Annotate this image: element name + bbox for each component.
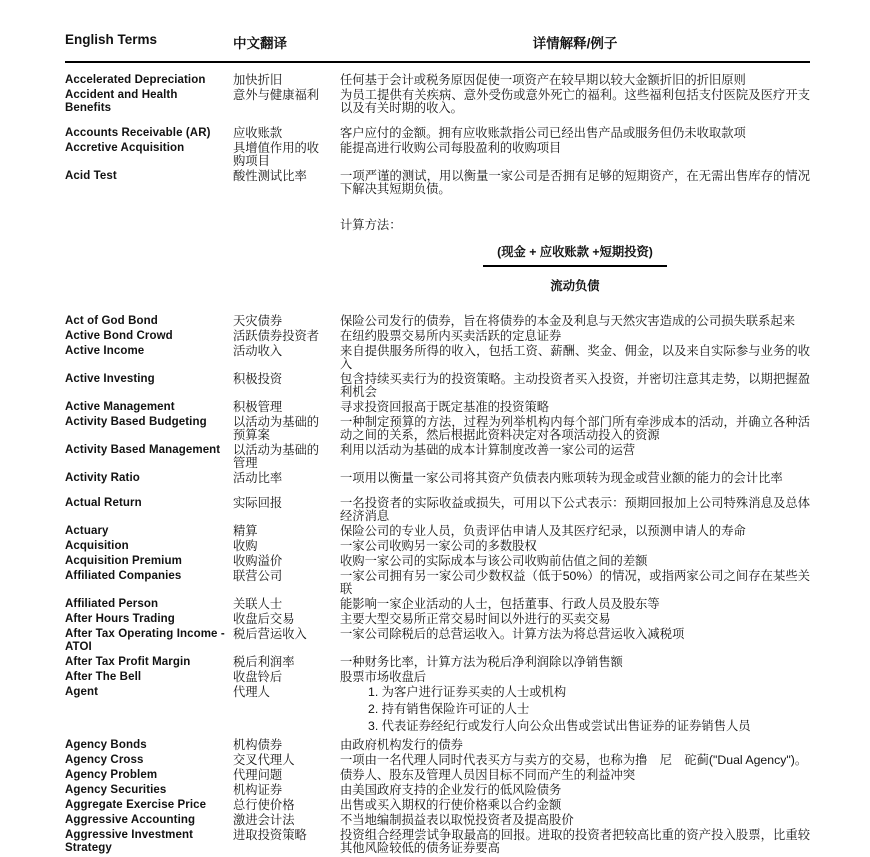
term-cell: Actual Return [65,497,142,509]
col-header-details: 详情解释/例子 [532,36,618,51]
term-cell: Accelerated Depreciation [65,74,206,86]
agent-list-item: 3. 代表证券经纪行或发行人向公众出售或尝试出售证券的证券销售人员 [368,719,751,733]
description-cell [340,170,810,303]
term-cell: Aggregate Exercise Price [65,799,207,811]
description-text: 包含持续买卖行为的投资策略。主动投资者买入投资，并密切注意其走势，以期把握盈利机会 [340,372,810,399]
term-cell: After Tax Operating Income - ATOI [65,628,225,653]
glossary-row [65,416,810,442]
description-cell [340,598,810,611]
description-text: 在纽约股票交易所内买卖活跃的定息证券 [340,329,562,343]
description-cell [340,472,810,485]
description-cell [340,814,810,827]
description-text: 一家公司除税后的总营运收入。计算方法为将总营运收入减税项 [340,627,685,641]
term-cell: Activity Ratio [65,472,140,484]
translation-cell: 交叉代理人 [233,753,295,767]
description-text: 一名投资者的实际收益或损失，可用以下公式表示：预期回报加上公司特殊消息及总体经济消息 [340,496,810,523]
glossary-row [65,570,810,596]
description-cell [340,555,810,568]
translation-cell: 加快折旧 [233,73,283,87]
term-cell: Active Income [65,345,145,357]
translation-cell: 天灾债券 [233,314,283,328]
glossary-row [65,671,810,684]
glossary-row [65,497,810,523]
description-cell [340,345,810,371]
description-text: 保险公司发行的债券，旨在将债券的本金及利息与天然灾害造成的公司损失联系起来 [340,314,795,328]
glossary-row [65,814,810,827]
glossary-row [65,754,810,767]
description-cell [340,89,810,115]
description-cell [340,628,810,654]
description-cell [340,613,810,626]
term-cell: Active Bond Crowd [65,330,173,342]
description-text: 主要大型交易所正常交易时间以外进行的买卖交易 [340,612,611,626]
term-cell: Activity Based Budgeting [65,416,207,428]
translation-cell: 以活动为基础的管理 [233,443,320,470]
glossary-row [65,829,810,855]
description-text: 债券人、股东及管理人员因目标不同而产生的利益冲突 [340,768,636,782]
description-cell [340,656,810,669]
translation-cell: 实际回报 [233,496,283,510]
term-cell: Active Management [65,401,175,413]
term-cell: Accretive Acquisition [65,142,185,154]
description-cell [340,497,810,523]
glossary-row [65,769,810,782]
translation-cell: 收购 [233,539,258,553]
description-text: 股票市场收盘后 [340,670,427,684]
term-cell: Aggressive Investment Strategy [65,829,194,854]
glossary-row [65,686,810,737]
translation-cell: 应收账款 [233,126,283,140]
term-cell: After The Bell [65,671,142,683]
description-cell [340,829,810,855]
translation-cell: 关联人士 [233,597,283,611]
description-text: 利用以活动为基础的成本计算制度改善一家公司的运营 [340,443,636,457]
translation-cell: 联营公司 [233,569,283,583]
glossary-row [65,373,810,399]
glossary-rows [65,63,810,855]
term-cell: After Hours Trading [65,613,175,625]
formula-numerator: (现金 + 应收账款 +短期投资) [483,246,667,267]
formula-fraction [340,246,810,293]
glossary-row [65,472,810,485]
glossary-row [65,401,810,414]
description-text: 寻求投资回报高于既定基准的投资策略 [340,400,550,414]
description-text: 一种制定预算的方法，过程为列举机构内每个部门所有牵涉成本的活动，并确立各种活动之间的关系，然后根据此资料决定对各项活动投入的资源 [340,415,810,442]
description-text: 一项用以衡量一家公司将其资产负债表内账项转为现金或营业额的能力的会计比率 [340,471,783,485]
glossary-row [65,89,810,115]
term-cell: Accounts Receivable (AR) [65,127,211,139]
translation-cell: 意外与健康福利 [233,88,320,102]
glossary-row [65,598,810,611]
formula-denominator: 流动负债 [550,279,600,293]
glossary-row [65,656,810,669]
glossary-row [65,315,810,328]
term-cell: Affiliated Person [65,598,159,610]
description-text: 收购一家公司的实际成本与该公司收购前估值之间的差额 [340,554,648,568]
description-text: 能影响一家企业活动的人士，包括董事、行政人员及股东等 [340,597,660,611]
glossary-row [65,127,810,140]
description-text: 由美国政府支持的企业发行的低风险债务 [340,783,562,797]
translation-cell: 积极管理 [233,400,283,414]
description-cell [340,444,810,470]
description-cell [340,570,810,596]
description-text: 能提高进行收购公司每股盈利的收购项目 [340,141,562,155]
glossary-row [65,330,810,343]
glossary-document [65,32,810,857]
term-cell: Accident and Health Benefits [65,89,178,114]
agent-list-item: 2. 持有销售保险许可证的人士 [368,702,530,716]
translation-cell: 代理人 [233,685,270,699]
term-cell: Affiliated Companies [65,570,182,582]
translation-cell: 进取投资策略 [233,828,307,842]
description-text: 来自提供服务所得的收入，包括工资、薪酬、奖金、佣金，以及来自实际参与业务的收入 [340,344,810,371]
description-cell [340,74,810,87]
term-cell: Aggressive Accounting [65,814,196,826]
translation-cell: 代理问题 [233,768,283,782]
translation-cell: 收盘铃后 [233,670,283,684]
description-cell [340,373,810,399]
header-row [65,32,810,63]
translation-cell: 收盘后交易 [233,612,295,626]
description-cell [340,686,810,737]
term-cell: Acid Test [65,170,117,182]
description-text: 投资组合经理尝试争取最高的回报。进取的投资者把较高比重的资产投入股票，比重较其他风险较低的债务证券要高 [340,828,810,855]
agent-list-item: 1. 为客户进行证券买卖的人士或机构 [368,685,567,699]
translation-cell: 活动收入 [233,344,283,358]
calculation-method-label: 计算方法： [340,218,402,232]
description-cell [340,330,810,343]
translation-cell: 激进会计法 [233,813,295,827]
term-cell: Activity Based Management [65,444,221,456]
description-cell [340,784,810,797]
glossary-row [65,739,810,752]
description-text: 一项严谨的测试，用以衡量一家公司是否拥有足够的短期资产，在无需出售库存的情况下解决其短期负债。 [340,169,810,196]
translation-cell: 酸性测试比率 [233,169,307,183]
translation-cell: 机构债券 [233,738,283,752]
translation-cell: 收购溢价 [233,554,283,568]
description-cell [340,127,810,140]
description-cell [340,540,810,553]
description-text: 任何基于会计或税务原因促使一项资产在较早期以较大金额折旧的折旧原则 [340,73,746,87]
term-cell: After Tax Profit Margin [65,656,191,668]
term-cell: Active Investing [65,373,155,385]
col-header-chinese-translation: 中文翻译 [233,36,287,51]
description-cell [340,739,810,752]
glossary-row [65,628,810,654]
glossary-row [65,142,810,168]
description-cell [340,416,810,442]
glossary-row [65,613,810,626]
description-cell [340,142,810,168]
description-text: 为员工提供有关疾病、意外受伤或意外死亡的福利。这些福利包括支付医院及医疗开支以及有关时期的收入。 [340,88,810,115]
glossary-row [65,525,810,538]
description-text: 由政府机构发行的债券 [340,738,463,752]
term-cell: Act of God Bond [65,315,158,327]
description-text: 保险公司的专业人员，负责评估申请人及其医疗纪录，以预测申请人的寿命 [340,524,746,538]
term-cell: Agency Securities [65,784,167,796]
glossary-row [65,170,810,303]
translation-cell: 税后利润率 [233,655,295,669]
description-text: 一项由一名代理人同时代表买方与卖方的交易，也称为撸 尼 砣蓟("Dual Agency")。 [340,753,808,767]
description-cell [340,401,810,414]
description-text: 出售或买入期权的行使价格乘以合约金额 [340,798,562,812]
description-text: 客户应付的金额。拥有应收账款指公司已经出售产品或服务但仍未收取款项 [340,126,746,140]
description-text: 一家公司收购另一家公司的多数股权 [340,539,537,553]
term-cell: Agency Problem [65,769,158,781]
glossary-row [65,74,810,87]
glossary-row [65,444,810,470]
fraction-body [483,246,667,293]
description-text: 一家公司拥有另一家公司少数权益（低于50%）的情况，或指两家公司之间存在某些关联 [340,569,810,596]
description-cell [340,525,810,538]
term-cell: Acquisition Premium [65,555,182,567]
glossary-row [65,540,810,553]
term-cell: Actuary [65,525,109,537]
translation-cell: 税后营运收入 [233,627,307,641]
glossary-row [65,345,810,371]
translation-cell: 机构证券 [233,783,283,797]
translation-cell: 具增值作用的收购项目 [233,141,320,168]
glossary-row [65,784,810,797]
term-cell: Acquisition [65,540,129,552]
col-header-english-terms: English Terms [65,32,158,47]
glossary-row [65,799,810,812]
description-cell [340,754,810,767]
translation-cell: 总行使价格 [233,798,295,812]
translation-cell: 活跃债券投资者 [233,329,320,343]
description-text: 不当地编制损益表以取悦投资者及提高股价 [340,813,574,827]
description-cell [340,315,810,328]
translation-cell: 积极投资 [233,372,283,386]
translation-cell: 精算 [233,524,258,538]
description-cell [340,671,810,684]
term-cell: Agent [65,686,99,698]
term-cell: Agency Bonds [65,739,147,751]
glossary-row [65,555,810,568]
description-text: 一种财务比率，计算方法为税后净利润除以净销售额 [340,655,623,669]
translation-cell: 活动比率 [233,471,283,485]
term-cell: Agency Cross [65,754,144,766]
description-cell [340,769,810,782]
description-cell [340,799,810,812]
translation-cell: 以活动为基础的预算案 [233,415,320,442]
